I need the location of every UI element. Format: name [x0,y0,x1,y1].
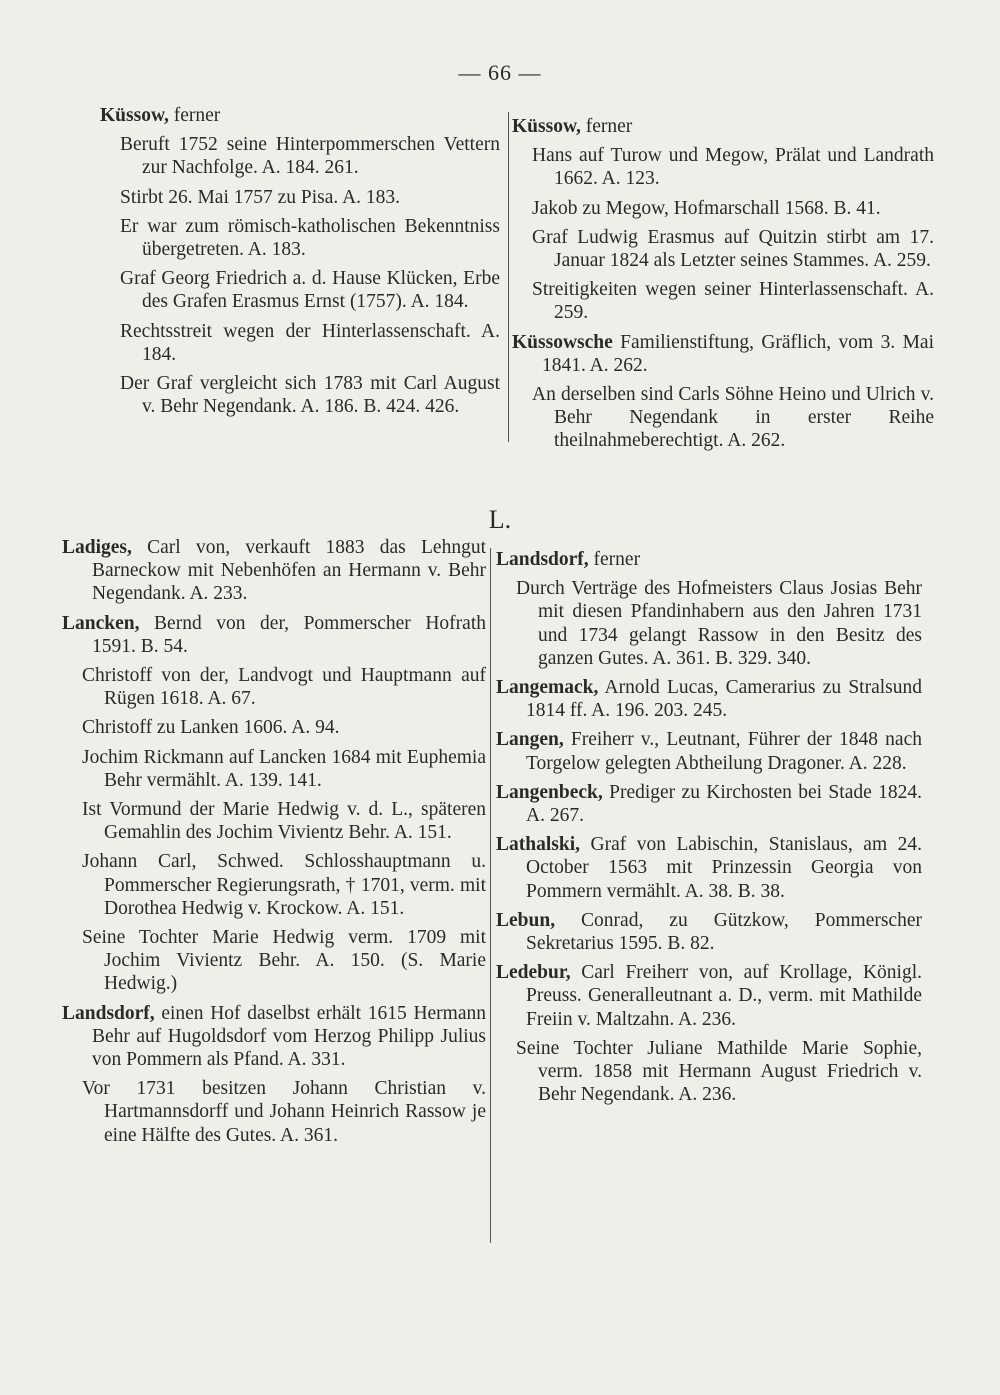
index-entry [62,1002,486,1072]
entry-text: Streitigkeiten wegen seiner Hinterlassenschaft. A. 259. [532,279,934,324]
entry-headword: Lathalski, [496,834,580,856]
index-entry [496,909,922,955]
entry-text: Freiherr v., Leutnant, Führer der 1848 nach Torgelow gelegten Abtheilung Dragoner. A. 228. [526,729,922,774]
entry-text: Johann Carl, Schwed. Schlosshauptmann u. Pommerscher Regierungsrath, † 1701, verm. mit Dorothea Hedwig v. Krockow. A. 151. [82,851,486,919]
entry-text: einen Hof daselbst erhält 1615 Hermann Behr auf Hugoldsdorf vom Herzog Philipp Julius von Pommern als Pfand. A. 331. [92,1002,486,1071]
entry-text: Jochim Rickmann auf Lancken 1684 mit Euphemia Behr vermählt. A. 139. 141. [82,746,486,791]
entry-text: Familienstiftung, Gräflich, vom 3. Mai 1841. A. 262. [542,331,934,376]
entry-headword: Landsdorf, [496,549,589,570]
index-entry [100,104,500,127]
entry-text: Bernd von der, Pommerscher Hofrath 1591. B. 54. [92,612,486,657]
index-entry [496,728,922,774]
entry-headword: Lancken, [62,612,140,634]
index-subentry [516,577,922,670]
index-subentry [82,664,486,710]
entry-text: Graf von Labischin, Stanislaus, am 24. October 1563 mit Prinzessin Georgia von Pommern vermählt. A. 38. B. 38. [526,834,922,902]
entry-text: Ist Vormund der Marie Hedwig v. d. L., späteren Gemahlin des Jochim Vivientz Behr. A. 151. [82,799,486,844]
index-entry [496,676,922,722]
index-subentry [120,320,500,366]
index-entry [512,115,934,138]
entry-text: ferner [588,549,641,570]
index-subentry [120,267,500,313]
index-entry [496,781,922,827]
index-subentry [532,144,934,190]
entry-text: Carl Freiherr von, auf Krollage, Königl. Preuss. Generalleutnant a. D., verm. mit Mathilde Freiin v. Maltzahn. A. 236. [526,962,922,1030]
entry-text: Vor 1731 besitzen Johann Christian v. Hartmannsdorff und Johann Heinrich Rassow je eine Hälfte des Gutes. A. 361. [82,1078,486,1146]
entry-text: Graf Ludwig Erasmus auf Quitzin stirbt am 17. Januar 1824 als Letzter seines Stammes. A. 259. [532,226,934,272]
index-entry [512,331,934,377]
index-subentry [120,215,500,261]
entry-headword: Ladiges, [62,537,132,558]
entry-headword: Ledebur, [496,962,571,984]
entry-text: Beruft 1752 seine Hinterpommerschen Vettern zur Nachfolge. A. 184. 261. [120,134,500,179]
index-entry [496,548,922,571]
entry-headword: Küssow, [100,105,169,126]
entry-text: Conrad, zu Gützkow, Pommerscher Sekretarius 1595. B. 82. [526,909,922,955]
entry-text: Prediger zu Kirchosten bei Stade 1824. A. 267. [526,781,922,827]
column-top-right [512,115,934,459]
index-subentry [82,716,486,739]
index-subentry [82,746,486,792]
index-subentry [120,186,500,209]
index-subentry [82,850,486,920]
entry-text: Seine Tochter Juliane Mathilde Marie Sophie, verm. 1858 mit Hermann August Friedrich v. Behr Negendank. A. 236. [516,1037,922,1106]
entry-text: Durch Verträge des Hofmeisters Claus Josias Behr mit diesen Pfandinhabern aus den Jahren 1731 und 1734 gelangt Rassow in den Besitz des ganzen Gutes. A. 361. B. 329. 340. [516,578,922,669]
index-subentry [82,798,486,844]
column-divider-bottom [490,548,491,1243]
entry-headword: Langen, [496,729,564,751]
entry-text: Stirbt 26. Mai 1757 zu Pisa. A. 183. [120,186,401,208]
entry-text: ferner [580,116,633,137]
column-top-left [100,104,500,424]
entry-text: Christoff zu Lanken 1606. A. 94. [82,717,340,739]
index-subentry [532,197,934,220]
entry-text: An derselben sind Carls Söhne Heino und Ulrich v. Behr Negendank in erster Reihe theilnahmeberechtigt. A. 262. [532,384,934,452]
index-subentry [532,278,934,324]
entry-text: Christoff von der, Landvogt und Hauptmann auf Rügen 1618. A. 67. [82,665,486,710]
entry-text: ferner [168,105,221,126]
entry-headword: Landsdorf, [62,1002,155,1024]
entry-text: Er war zum römisch-katholischen Bekenntniss übergetreten. A. 183. [120,215,500,261]
index-subentry [82,926,486,996]
index-entry [62,612,486,658]
index-entry [496,833,922,903]
index-subentry [516,1037,922,1107]
entry-text: Der Graf vergleicht sich 1783 mit Carl August v. Behr Negendank. A. 186. B. 424. 426. [120,373,500,418]
index-subentry [82,1077,486,1147]
entry-headword: Langenbeck, [496,781,603,803]
section-letter: L. [488,505,512,534]
entry-text: Jakob zu Megow, Hofmarschall 1568. B. 41. [532,197,881,219]
entry-text: Hans auf Turow und Megow, Prälat und Landrath 1662. A. 123. [532,145,934,190]
entry-text: Carl von, verkauft 1883 das Lehngut Barneckow mit Nebenhöfen an Hermann v. Behr Negendank. A. 233. [92,537,486,605]
index-subentry [120,133,500,179]
column-bottom-right [496,548,922,1112]
index-entry [496,961,922,1031]
entry-text: Seine Tochter Marie Hedwig verm. 1709 mit Jochim Vivientz Behr. A. 150. (S. Marie Hedwig.) [82,927,486,995]
entry-headword: Küssowsche [512,331,613,353]
entry-headword: Langemack, [496,677,599,699]
column-divider-top [508,112,509,442]
page-number: — 66 — [458,60,542,85]
index-subentry [532,226,934,272]
index-subentry [532,383,934,453]
entry-headword: Lebun, [496,909,556,931]
entry-headword: Küssow, [512,116,581,137]
index-entry [62,536,486,606]
entry-text: Rechtsstreit wegen der Hinterlassenschaft. A. 184. [120,320,500,365]
entry-text: Graf Georg Friedrich a. d. Hause Klücken, Erbe des Grafen Erasmus Ernst (1757). A. 184. [120,268,500,313]
entry-text: Arnold Lucas, Camerarius zu Stralsund 1814 ff. A. 196. 203. 245. [526,677,922,722]
column-bottom-left [62,536,486,1153]
index-subentry [120,372,500,418]
